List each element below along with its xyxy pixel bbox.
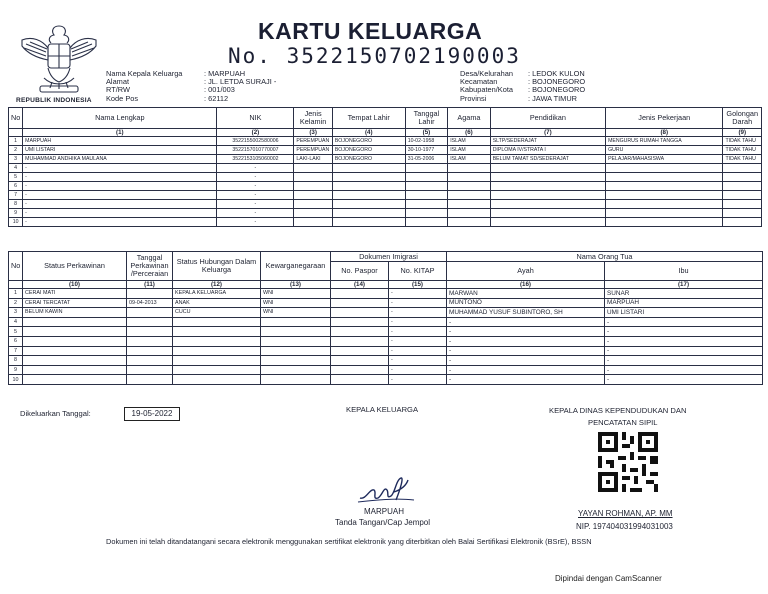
address-value: : JL. LETDA SURAJI -	[204, 77, 277, 87]
family-head-signature	[356, 470, 420, 506]
table2-cell	[261, 356, 331, 366]
table2-cell	[23, 375, 127, 385]
table2-row	[9, 336, 763, 346]
table1-cell	[405, 200, 448, 209]
table2-cell	[127, 317, 173, 327]
table1-row	[9, 218, 762, 227]
table1-row	[9, 164, 762, 173]
table1-cell: ISLAM	[448, 146, 491, 155]
table2-cell	[331, 308, 389, 318]
table2-cell: -	[605, 346, 763, 356]
village-label: Desa/Kelurahan	[460, 69, 514, 78]
table2-cell: CERAI MATI	[23, 289, 127, 299]
table1-cell: BOJONEGORO	[332, 137, 405, 146]
electronic-signature-disclaimer: Dokumen ini telah ditandatangani secara elektronik menggunakan sertifikat elektronik yang diterbitkan oleh Balai Sertifikasi Elektronik (BSrE), BSSN	[106, 537, 592, 546]
table2-cell	[331, 336, 389, 346]
table2-cell: -	[447, 365, 605, 375]
table1-cell	[490, 182, 605, 191]
table2-header-citizenship: Kewarganegaraan	[261, 252, 331, 281]
table1-cell: PEREMPUAN	[294, 137, 332, 146]
table1-header-name: Nama Lengkap	[23, 108, 217, 129]
table2-cell	[331, 375, 389, 385]
garuda-emblem-icon	[14, 20, 104, 96]
table1-cell	[294, 218, 332, 227]
table2-colnum: (16)	[447, 281, 605, 289]
table2-header-row-1	[9, 252, 763, 262]
table2-cell	[331, 346, 389, 356]
table2-cell: -	[605, 336, 763, 346]
table2-cell	[173, 327, 261, 337]
table2-cell: UMI LISTARI	[605, 308, 763, 318]
table1-header-education: Pendidikan	[490, 108, 605, 129]
table1-cell: -	[217, 164, 294, 173]
table1-cell: 4	[9, 164, 23, 173]
table1-cell	[490, 209, 605, 218]
table2-cell	[261, 375, 331, 385]
table1-colnum: (5)	[405, 129, 448, 137]
table2-cell: MARPUAH	[605, 298, 763, 308]
table1-header-no: No	[9, 108, 23, 129]
table2-header-no: No	[9, 252, 23, 281]
table2-cell	[127, 327, 173, 337]
table1-cell: BOJONEGORO	[332, 155, 405, 164]
table1-header-religion: Agama	[448, 108, 491, 129]
regency-label: Kabupaten/Kota	[460, 85, 514, 95]
table1-cell	[294, 173, 332, 182]
table2-cell: -	[389, 336, 447, 346]
table1-cell: -	[217, 218, 294, 227]
table2-cell: CUCU	[173, 308, 261, 318]
table1-cell: -	[23, 191, 217, 200]
table1-header-blood-type: Golongan Darah	[723, 108, 762, 129]
table2-cell: 2	[9, 298, 23, 308]
table2-cell: -	[605, 317, 763, 327]
table1-cell: 30-10-1977	[405, 146, 448, 155]
table2-row	[9, 346, 763, 356]
table1-cell: -	[217, 173, 294, 182]
table1-cell	[294, 191, 332, 200]
table2-column-numbers	[9, 281, 763, 289]
table1-cell	[723, 164, 762, 173]
table1-cell	[490, 173, 605, 182]
table1-cell	[405, 173, 448, 182]
emblem-caption: REPUBLIK INDONESIA	[16, 97, 92, 104]
table1-cell	[606, 209, 723, 218]
table2-cell	[261, 336, 331, 346]
table1-cell	[606, 182, 723, 191]
table2-cell: -	[389, 298, 447, 308]
qr-code-icon	[598, 432, 658, 492]
family-head-title: KEPALA KELUARGA	[346, 405, 419, 414]
table1-cell	[332, 164, 405, 173]
table2-header-passport: No. Paspor	[331, 262, 389, 281]
table1-cell: 3522155002580006	[217, 137, 294, 146]
table1-cell	[606, 191, 723, 200]
table1-cell	[332, 173, 405, 182]
table2-colnum: (13)	[261, 281, 331, 289]
document-number: No. 3522150702190003	[228, 44, 521, 68]
table2-cell	[23, 365, 127, 375]
table1-cell	[332, 218, 405, 227]
table1-cell	[723, 209, 762, 218]
table1-cell: MUHAMMAD ANDHIKA MAULANA	[23, 155, 217, 164]
table1-cell	[606, 173, 723, 182]
table1-cell: -	[23, 173, 217, 182]
table2-cell: 09-04-2013	[127, 298, 173, 308]
table2-cell: 3	[9, 308, 23, 318]
family-members-table	[8, 107, 762, 227]
table1-cell	[490, 191, 605, 200]
table2-cell: -	[605, 327, 763, 337]
village-value: : LEDOK KULON	[528, 69, 585, 78]
table1-colnum: (1)	[23, 129, 217, 137]
table1-cell: 9	[9, 209, 23, 218]
table1-cell	[294, 164, 332, 173]
table1-cell: 8	[9, 200, 23, 209]
table2-cell: WNI	[261, 308, 331, 318]
table2-cell	[127, 308, 173, 318]
table2-cell	[261, 365, 331, 375]
table2-row	[9, 327, 763, 337]
table2-cell	[173, 356, 261, 366]
table2-cell	[261, 327, 331, 337]
table1-cell: ISLAM	[448, 155, 491, 164]
table1-cell	[448, 191, 491, 200]
table1-header-birthdate: Tanggal Lahir	[405, 108, 448, 129]
table2-header-parents: Nama Orang Tua	[447, 252, 763, 262]
table2-cell	[127, 356, 173, 366]
table1-cell	[606, 164, 723, 173]
table1-cell: BELUM TAMAT SD/SEDERAJAT	[490, 155, 605, 164]
table1-cell: TIDAK TAHU	[723, 137, 762, 146]
left-header-labels	[106, 70, 182, 103]
family-head-name: MARPUAH	[364, 507, 405, 516]
table1-colnum: (3)	[294, 129, 332, 137]
table2-colnum: (12)	[173, 281, 261, 289]
table2-header-immigration: Dokumen Imigrasi	[331, 252, 447, 262]
table2-row	[9, 317, 763, 327]
table2-header-father: Ayah	[447, 262, 605, 281]
table1-cell: 5	[9, 173, 23, 182]
table2-colnum: (10)	[23, 281, 127, 289]
table1-row	[9, 146, 762, 155]
table2-cell: -	[447, 336, 605, 346]
table1-cell	[723, 200, 762, 209]
table1-cell	[448, 200, 491, 209]
table1-cell: -	[23, 209, 217, 218]
issued-date-value: 19-05-2022	[124, 407, 180, 421]
issued-date-label: Dikeluarkan Tanggal:	[20, 409, 91, 418]
table1-row	[9, 137, 762, 146]
rtrw-value: : 001/003	[204, 85, 235, 95]
table1-header-birthplace: Tempat Lahir	[332, 108, 405, 129]
table1-cell: TIDAK TAHU	[723, 146, 762, 155]
head-name-value: : MARPUAH	[204, 69, 246, 78]
table1-header-row	[9, 108, 762, 129]
table2-cell: -	[389, 375, 447, 385]
table1-cell: TIDAK TAHU	[723, 155, 762, 164]
table2-header-marital: Status Perkawinan	[23, 252, 127, 281]
table2-row	[9, 356, 763, 366]
table1-body	[9, 137, 762, 227]
table2-cell: SUNAR	[605, 289, 763, 299]
table1-cell	[448, 173, 491, 182]
table1-cell: 10	[9, 218, 23, 227]
table2-cell	[23, 327, 127, 337]
table2-cell: MUHAMMAD YUSUF SUBINTORO, SH	[447, 308, 605, 318]
table1-cell	[332, 200, 405, 209]
table2-cell	[173, 346, 261, 356]
table1-cell	[448, 209, 491, 218]
table2-cell: -	[389, 365, 447, 375]
district-value: : BOJONEGORO	[528, 77, 586, 87]
table1-colnum: (8)	[606, 129, 723, 137]
table1-cell	[448, 218, 491, 227]
table2-cell	[127, 365, 173, 375]
table1-cell	[448, 164, 491, 173]
table2-cell: -	[389, 289, 447, 299]
table1-colnum: (2)	[217, 129, 294, 137]
table1-row	[9, 191, 762, 200]
table2-colnum: (11)	[127, 281, 173, 289]
table2-cell: -	[605, 375, 763, 385]
table1-cell: PELAJAR/MAHASISWA	[606, 155, 723, 164]
table1-cell: 1	[9, 137, 23, 146]
table2-row	[9, 289, 763, 299]
family-head-caption: Tanda Tangan/Cap Jempol	[335, 518, 431, 527]
table1-cell: LAKI-LAKI	[294, 155, 332, 164]
head-name-label: Nama Kepala Keluarga	[106, 69, 183, 78]
table1-cell: 31-05-2006	[405, 155, 448, 164]
table1-cell	[294, 209, 332, 218]
table2-cell	[173, 375, 261, 385]
table2-header-kitap: No. KITAP	[389, 262, 447, 281]
table1-cell: DIPLOMA IV/STRATA I	[490, 146, 605, 155]
table2-cell: 9	[9, 365, 23, 375]
table1-colnum: (9)	[723, 129, 762, 137]
table1-cell	[332, 191, 405, 200]
table2-cell	[23, 317, 127, 327]
table1-row	[9, 155, 762, 164]
table2-row	[9, 298, 763, 308]
table1-cell	[332, 209, 405, 218]
table2-header-relationship: Status Hubungan Dalam Keluarga	[173, 252, 261, 281]
table1-cell: -	[217, 182, 294, 191]
table1-cell: -	[217, 209, 294, 218]
table1-header-nik: NIK	[217, 108, 294, 129]
table1-cell	[332, 182, 405, 191]
table2-cell: -	[389, 346, 447, 356]
table1-cell: -	[23, 218, 217, 227]
table2-cell	[331, 317, 389, 327]
table2-cell: 8	[9, 356, 23, 366]
table1-header-gender: Jenis Kelamin	[294, 108, 332, 129]
table1-cell: -	[217, 200, 294, 209]
table2-cell: -	[389, 308, 447, 318]
table1-colnum: (7)	[490, 129, 605, 137]
address-label: Alamat	[106, 77, 130, 87]
table2-colnum: (15)	[389, 281, 447, 289]
table1-cell	[294, 200, 332, 209]
table1-cell: BOJONEGORO	[332, 146, 405, 155]
table2-cell: 10	[9, 375, 23, 385]
table2-body	[9, 289, 763, 385]
table1-colnum: (4)	[332, 129, 405, 137]
table1-column-numbers	[9, 129, 762, 137]
table1-cell: 3	[9, 155, 23, 164]
province-value: : JAWA TIMUR	[528, 93, 577, 103]
table2-cell	[331, 298, 389, 308]
table2-row	[9, 375, 763, 385]
dinas-title-line-1: KEPALA DINAS KEPENDUDUKAN DAN	[549, 406, 687, 415]
table1-cell: 3522157010770007	[217, 146, 294, 155]
table2-cell	[127, 336, 173, 346]
right-header-labels	[460, 70, 513, 103]
dinas-head-name: YAYAN ROHMAN, AP. MM	[578, 509, 673, 518]
table2-colnum: (14)	[331, 281, 389, 289]
table2-cell	[331, 356, 389, 366]
left-header-values	[204, 70, 276, 103]
table2-cell	[331, 365, 389, 375]
table1-cell	[606, 218, 723, 227]
table2-cell: WNI	[261, 289, 331, 299]
table2-header-marriage-date: Tanggal Perkawinan /Perceraian	[127, 252, 173, 281]
table2-cell	[173, 336, 261, 346]
postal-code-value: : 62112	[204, 93, 229, 103]
table2-cell	[127, 289, 173, 299]
regency-value: : BOJONEGORO	[528, 85, 586, 95]
dinas-title-line-2: PENCATATAN SIPIL	[588, 418, 658, 427]
table1-cell	[405, 191, 448, 200]
table1-cell	[294, 182, 332, 191]
table2-cell	[127, 346, 173, 356]
table1-cell: MENGURUS RUMAH TANGGA	[606, 137, 723, 146]
table1-cell	[723, 218, 762, 227]
table1-cell	[490, 164, 605, 173]
table2-cell	[261, 346, 331, 356]
table1-cell: SLTP/SEDERAJAT	[490, 137, 605, 146]
table2-cell: -	[447, 346, 605, 356]
table2-cell: ANAK	[173, 298, 261, 308]
table2-cell	[331, 289, 389, 299]
province-label: Provinsi	[460, 93, 487, 103]
table2-cell: MARWAN	[447, 289, 605, 299]
table1-cell: -	[23, 182, 217, 191]
table2-cell: BELUM KAWIN	[23, 308, 127, 318]
table2-cell	[331, 327, 389, 337]
table1-cell: -	[217, 191, 294, 200]
table2-cell: CERAI TERCATAT	[23, 298, 127, 308]
table2-header-mother: Ibu	[605, 262, 763, 281]
table2-row	[9, 365, 763, 375]
table2-cell	[173, 365, 261, 375]
table2-colnum: (17)	[605, 281, 763, 289]
table1-cell: MARPUAH	[23, 137, 217, 146]
table1-cell	[490, 200, 605, 209]
table2-cell	[127, 375, 173, 385]
dinas-head-nip: NIP. 197404031994031003	[576, 522, 673, 531]
table1-cell	[606, 200, 723, 209]
table2-row	[9, 308, 763, 318]
table2-cell: -	[447, 375, 605, 385]
table1-cell: UMI LISTARI	[23, 146, 217, 155]
table2-cell	[23, 346, 127, 356]
family-status-table	[8, 251, 763, 385]
table1-row	[9, 182, 762, 191]
table1-cell: 2	[9, 146, 23, 155]
table1-cell	[405, 209, 448, 218]
table2-cell: -	[389, 356, 447, 366]
table1-cell: ISLAM	[448, 137, 491, 146]
table1-num-empty	[9, 129, 23, 137]
rtrw-label: RT/RW	[106, 85, 130, 95]
table1-cell: 7	[9, 191, 23, 200]
table1-cell	[448, 182, 491, 191]
table1-cell	[723, 182, 762, 191]
table1-cell	[490, 218, 605, 227]
table1-row	[9, 173, 762, 182]
table1-cell: GURU	[606, 146, 723, 155]
table2-cell: -	[389, 317, 447, 327]
table1-cell: -	[23, 164, 217, 173]
table2-cell: 1	[9, 289, 23, 299]
table2-cell: -	[447, 317, 605, 327]
table2-cell: KEPALA KELUARGA	[173, 289, 261, 299]
table2-cell	[23, 336, 127, 346]
scanner-watermark: Dipindai dengan CamScanner	[555, 574, 662, 583]
table1-cell	[405, 218, 448, 227]
table1-cell	[405, 164, 448, 173]
table2-cell	[23, 356, 127, 366]
table2-cell: 5	[9, 327, 23, 337]
table2-cell	[173, 317, 261, 327]
table2-cell: 7	[9, 346, 23, 356]
table2-cell: WNI	[261, 298, 331, 308]
table2-num-empty	[9, 281, 23, 289]
table1-header-occupation: Jenis Pekerjaan	[606, 108, 723, 129]
document-title: KARTU KELUARGA	[258, 18, 483, 44]
table2-cell: MUNTONO	[447, 298, 605, 308]
table1-row	[9, 209, 762, 218]
table2-cell: -	[447, 327, 605, 337]
table1-cell	[723, 191, 762, 200]
table2-cell: -	[605, 365, 763, 375]
table2-cell: -	[447, 356, 605, 366]
table2-cell: 4	[9, 317, 23, 327]
table1-row	[9, 200, 762, 209]
postal-code-label: Kode Pos	[106, 93, 139, 103]
table2-cell	[261, 317, 331, 327]
table2-cell: 6	[9, 336, 23, 346]
table1-cell: -	[23, 200, 217, 209]
table1-cell: 10-02-1958	[405, 137, 448, 146]
table1-cell	[405, 182, 448, 191]
table1-colnum: (6)	[448, 129, 491, 137]
table2-cell: -	[605, 356, 763, 366]
table1-cell: 3522153105060002	[217, 155, 294, 164]
table1-cell: PEREMPUAN	[294, 146, 332, 155]
right-header-values	[528, 70, 585, 103]
district-label: Kecamatan	[460, 77, 498, 87]
table2-cell: -	[389, 327, 447, 337]
table1-cell: 6	[9, 182, 23, 191]
table1-cell	[723, 173, 762, 182]
